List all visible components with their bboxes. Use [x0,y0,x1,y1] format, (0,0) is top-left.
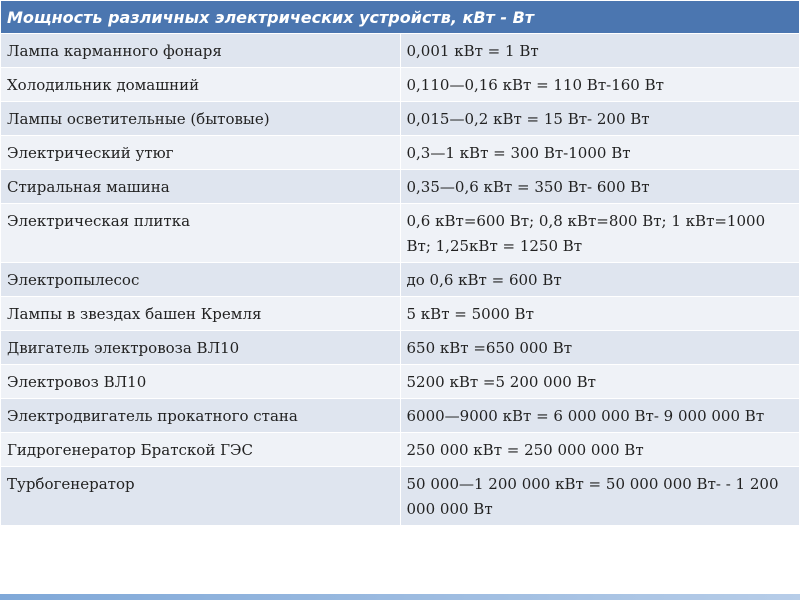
power-cell: 0,6 кВт=600 Вт; 0,8 кВт=800 Вт; 1 кВт=1000 Вт; 1,25кВт = 1250 Вт [400,204,800,263]
power-cell: 50 000—1 200 000 кВт = 50 000 000 Вт- - 1 200 000 000 Вт [400,467,800,526]
power-cell: 0,3—1 кВт = 300 Вт-1000 Вт [400,136,800,170]
table-row [1,263,800,297]
power-cell: 0,110—0,16 кВт = 110 Вт-160 Вт [400,68,800,102]
table-row [1,204,800,263]
device-cell: Лампа карманного фонаря [1,34,401,68]
device-cell: Электропылесос [1,263,401,297]
device-cell: Двигатель электровоза ВЛ10 [1,331,401,365]
table-row [1,331,800,365]
power-cell: 5 кВт = 5000 Вт [400,297,800,331]
table-row [1,433,800,467]
table-row [1,68,800,102]
table-row [1,34,800,68]
bottom-accent-bar [0,594,800,600]
device-cell: Холодильник домашний [1,68,401,102]
table-row [1,467,800,526]
power-cell: 6000—9000 кВт = 6 000 000 Вт- 9 000 000 Вт [400,399,800,433]
device-cell: Турбогенератор [1,467,401,526]
device-cell: Гидрогенератор Братской ГЭС [1,433,401,467]
table-row [1,102,800,136]
device-cell: Лампы в звездах башен Кремля [1,297,401,331]
table-row [1,365,800,399]
power-cell: 0,001 кВт = 1 Вт [400,34,800,68]
power-cell: 250 000 кВт = 250 000 000 Вт [400,433,800,467]
table-row [1,170,800,204]
device-cell: Электрическая плитка [1,204,401,263]
power-cell: 5200 кВт =5 200 000 Вт [400,365,800,399]
power-cell: 0,015—0,2 кВт = 15 Вт- 200 Вт [400,102,800,136]
table-title: Мощность различных электрических устройств, кВт - Вт [1,1,800,34]
table-row [1,136,800,170]
device-cell: Электродвигатель прокатного стана [1,399,401,433]
device-cell: Электровоз ВЛ10 [1,365,401,399]
device-cell: Электрический утюг [1,136,401,170]
power-cell: 650 кВт =650 000 Вт [400,331,800,365]
power-cell: до 0,6 кВт = 600 Вт [400,263,800,297]
device-cell: Стиральная машина [1,170,401,204]
table-row [1,297,800,331]
device-cell: Лампы осветительные (бытовые) [1,102,401,136]
power-cell: 0,35—0,6 кВт = 350 Вт- 600 Вт [400,170,800,204]
table-header-row [1,1,800,34]
table-row [1,399,800,433]
